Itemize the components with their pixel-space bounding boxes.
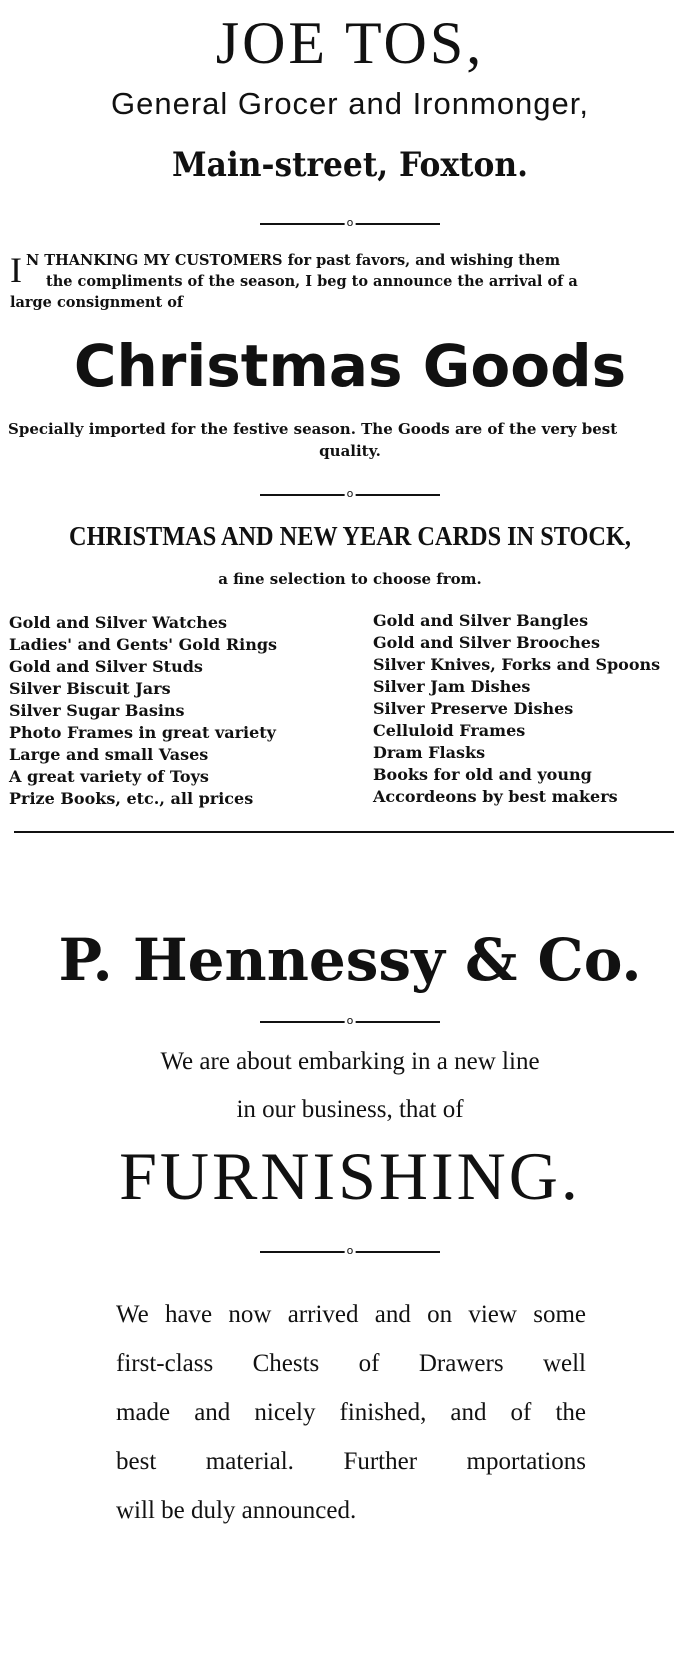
hennessy-name: P. Hennessy & Co. <box>58 926 642 994</box>
ornament-rule-4: o <box>260 1246 440 1258</box>
furnishing-headline: FURNISHING. <box>119 1138 581 1214</box>
right-list-item: Dram Flasks <box>373 743 486 762</box>
items-list-left <box>9 612 277 810</box>
intro-paragraph <box>10 250 686 313</box>
right-list-item: Gold and Silver Bangles <box>373 611 589 630</box>
left-list-item: Photo Frames in great variety <box>9 723 276 742</box>
hennessy-body-line: will be duly announced. <box>116 1497 357 1524</box>
left-list-item: Ladies' and Gents' Gold Rings <box>9 635 278 654</box>
tagline-line-2: quality. <box>319 442 381 460</box>
left-list-item: Large and small Vases <box>9 745 209 764</box>
left-list-item: Prize Books, etc., all prices <box>9 789 254 808</box>
left-list-item: Silver Biscuit Jars <box>9 679 171 698</box>
right-list-item: Silver Knives, Forks and Spoons <box>373 655 661 674</box>
right-list-item: Gold and Silver Brooches <box>373 633 600 652</box>
left-list-item: Gold and Silver Watches <box>9 613 228 632</box>
drop-cap: I <box>10 250 22 290</box>
right-list-item: Books for old and young <box>373 765 592 784</box>
hennessy-body-line: We have now arrived and on view some <box>116 1301 586 1328</box>
hennessy-body-line: made and nicely finished, and of the <box>116 1399 586 1426</box>
right-list-item: Celluloid Frames <box>373 721 526 740</box>
merchant-address: Main-street, Foxton. <box>171 145 529 185</box>
right-list-item: Silver Jam Dishes <box>373 677 531 696</box>
merchant-name: JOE TOS, <box>215 10 485 76</box>
cards-subheading: a fine selection to choose from. <box>218 570 482 588</box>
left-list-item: Gold and Silver Studs <box>9 657 203 676</box>
hennessy-body-line: first-class Chests of Drawers well <box>116 1350 586 1377</box>
right-list-item: Accordeons by best makers <box>373 787 618 806</box>
items-list-right <box>373 610 660 808</box>
hennessy-body-line: best material. Further mportations <box>116 1448 586 1475</box>
christmas-goods-headline: Christmas Goods <box>73 332 627 400</box>
merchant-trade: General Grocer and Ironmonger, <box>110 86 590 121</box>
intro-line-3: large consignment of <box>10 294 184 311</box>
ad-divider <box>14 831 674 833</box>
ornament-rule-1: o <box>260 218 440 230</box>
tagline <box>8 418 692 462</box>
hennessy-line-2: in our business, that of <box>236 1096 464 1123</box>
tagline-line-1: Specially imported for the festive season. The Goods are of the very best <box>8 420 618 438</box>
hennessy-body <box>116 1290 586 1535</box>
ornament-rule-2: o <box>260 489 440 501</box>
intro-line-1: N THANKING MY CUSTOMERS for past favors, and wishing them <box>26 252 561 269</box>
intro-line-2: the compliments of the season, I beg to announce the arrival of a <box>46 273 578 290</box>
ornament-rule-3: o <box>260 1016 440 1028</box>
cards-heading: CHRISTMAS AND NEW YEAR CARDS IN STOCK, <box>69 521 631 551</box>
left-list-item: Silver Sugar Basins <box>9 701 185 720</box>
right-list-item: Silver Preserve Dishes <box>373 699 574 718</box>
left-list-item: A great variety of Toys <box>9 767 209 786</box>
hennessy-line-1: We are about embarking in a new line <box>160 1048 540 1075</box>
